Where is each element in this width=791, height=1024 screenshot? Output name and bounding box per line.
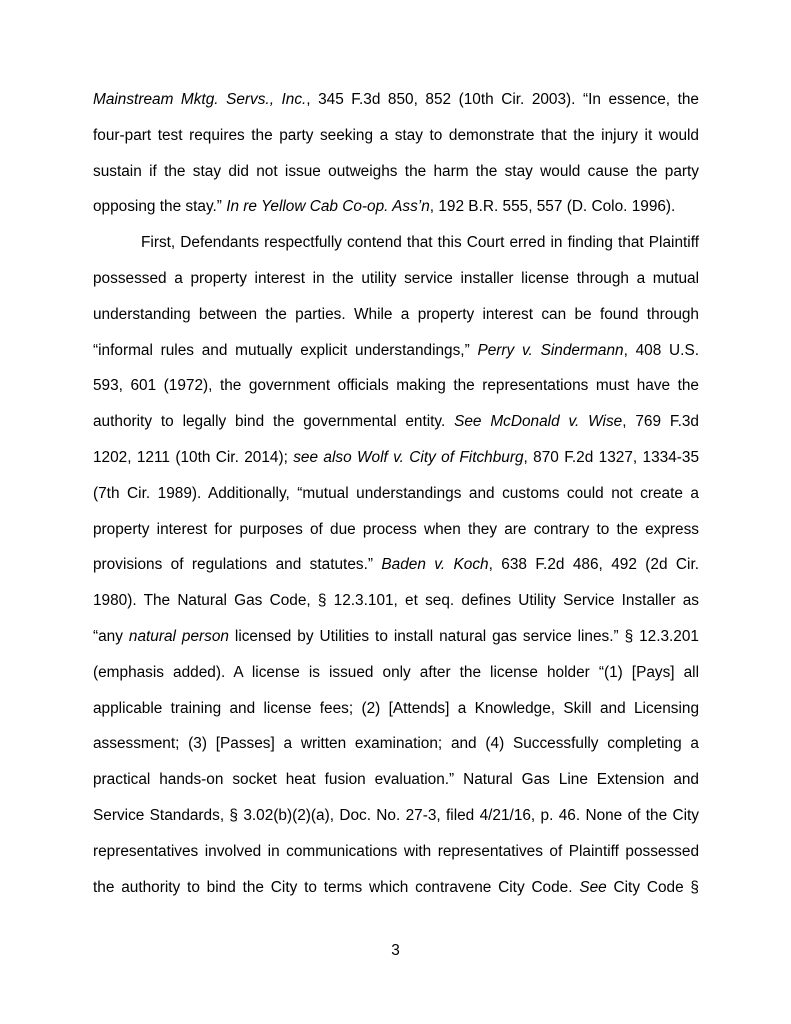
text-segment: authority to legally bind the governmental entity. [93,413,455,431]
text-segment: assessment; (3) [Passes] a written examination; and (4) Successfully completing a [93,735,699,753]
body-text [93,82,699,905]
text-segment: Service Standards, § 3.02(b)(2)(a), Doc. No. 27-3, filed 4/21/16, p. 46. None of the City [93,806,699,824]
text-segment: the authority to bind the City to terms which contravene City Code. [93,878,580,896]
text-segment: First, Defendants respectfully contend that this Court erred in finding that Plaintiff [141,234,699,252]
citation-italic: see also Wolf v. City of Fitchburg [293,448,524,466]
citation-italic: Baden v. Koch [381,556,489,574]
text-line [93,404,699,440]
text-line [93,225,699,261]
text-segment: (emphasis added). A license is issued only after the license holder “(1) [Pays] all [93,663,699,681]
text-line [93,154,699,190]
text-segment: sustain if the stay did not issue outweighs the harm the stay would cause the party [93,162,699,180]
text-segment: applicable training and license fees; (2) [Attends] a Knowledge, Skill and Licensing [93,699,699,717]
text-segment: opposing the stay.” [93,198,227,216]
text-line [93,297,699,333]
text-line [93,512,699,548]
text-segment: 593, 601 (1972), the government officials making the representations must have the [93,377,699,395]
citation-italic: See [579,878,607,896]
text-segment: provisions of regulations and statutes.” [93,556,382,574]
text-segment: , 638 F.2d 486, 492 (2d Cir. [488,556,700,574]
text-segment: representatives involved in communications with representatives of Plaintiff possessed [93,842,699,860]
text-line [93,870,699,906]
text-segment: , 870 F.2d 1327, 1334-35 [523,448,700,466]
text-line [93,726,699,762]
text-line [93,834,699,870]
text-segment: property interest for purposes of due process when they are contrary to the express [93,520,699,538]
text-segment: , 192 B.R. 555, 557 (D. Colo. 1996). [429,198,676,216]
text-segment: possessed a property interest in the utility service installer license through a mutual [93,269,699,287]
text-segment: , 408 U.S. [623,341,699,359]
text-segment: , 769 F.3d [622,413,699,431]
text-segment: “any [93,627,129,645]
text-segment: licensed by Utilities to install natural gas service lines.” § 12.3.201 [228,627,699,645]
text-line [93,261,699,297]
text-segment: (7th Cir. 1989). Additionally, “mutual understandings and customs could not create a [93,484,699,502]
text-line [93,82,699,118]
text-line [93,619,699,655]
text-line [93,368,699,404]
citation-italic: natural person [128,627,229,645]
text-segment: , 345 F.3d 850, 852 (10th Cir. 2003). “In essence, the [306,91,699,108]
text-line [93,762,699,798]
text-line [93,655,699,691]
citation-italic: In re Yellow Cab Co-op. Ass’n [226,198,430,216]
text-line [93,333,699,369]
citation-italic: See McDonald v. Wise [454,413,623,431]
text-segment: 1202, 1211 (10th Cir. 2014); [93,448,294,466]
text-segment: practical hands-on socket heat fusion evaluation.” Natural Gas Line Extension and [93,771,699,789]
text-segment: understanding between the parties. While a property interest can be found through [93,305,699,323]
citation-italic: Perry v. Sindermann [477,341,624,359]
text-segment: 1980). The Natural Gas Code, § 12.3.101, et seq. defines Utility Service Installer as [93,592,699,610]
text-line [93,691,699,727]
text-line [93,547,699,583]
text-line [93,476,699,512]
citation-italic: Mainstream Mktg. Servs., Inc. [93,91,307,108]
text-line [93,798,699,834]
text-line [93,440,699,476]
text-line [93,118,699,154]
page-number: 3 [391,942,400,959]
text-line [93,583,699,619]
text-line [93,189,699,225]
text-segment: four-part test requires the party seeking a stay to demonstrate that the injury it would [93,126,699,144]
text-segment: City Code § [606,878,699,896]
text-segment: “informal rules and mutually explicit understandings,” [93,341,478,359]
